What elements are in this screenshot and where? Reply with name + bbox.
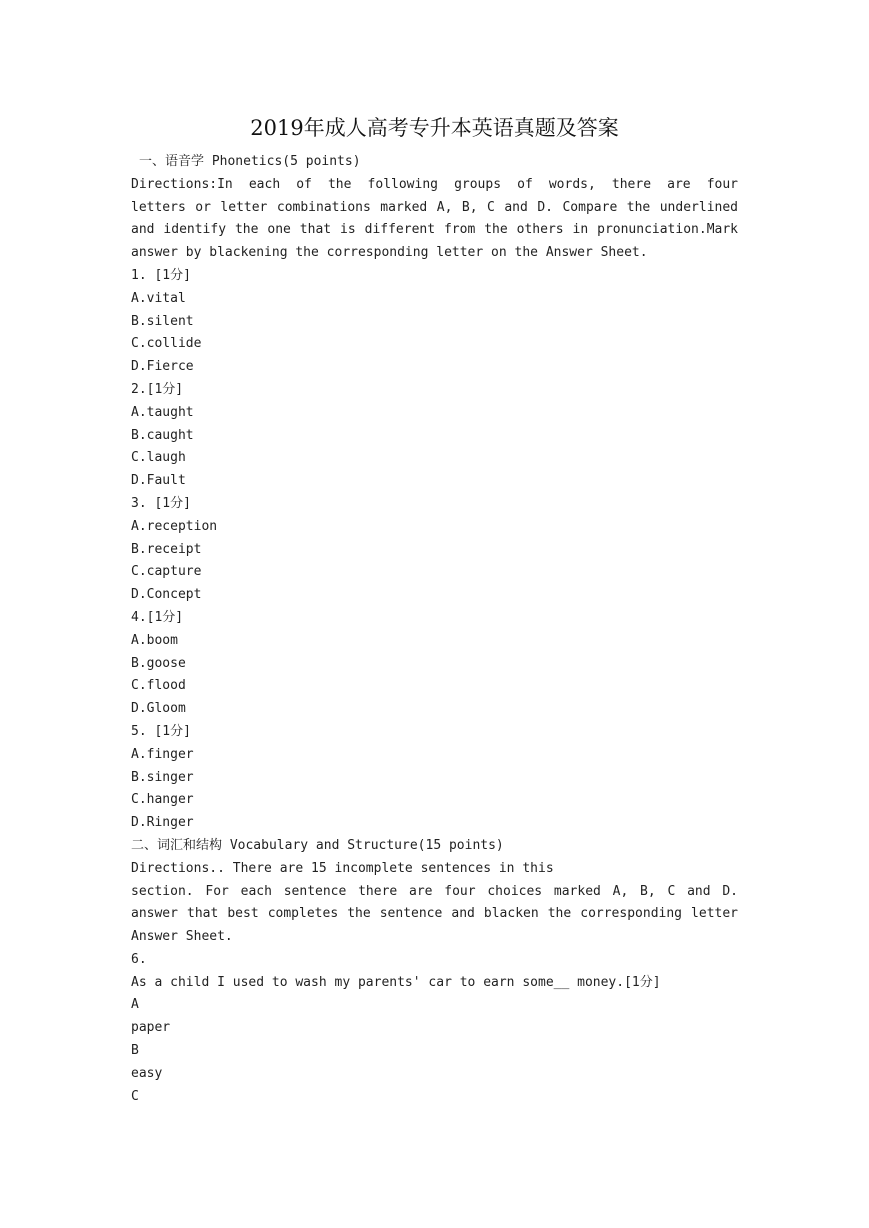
question-label: 4.[1分]: [131, 609, 184, 625]
answer-option-letter: B: [131, 1043, 139, 1059]
question-number: 6.: [131, 951, 147, 967]
answer-option: C.hanger: [131, 792, 194, 808]
answer-option: D.Fault: [131, 473, 186, 489]
answer-option: C.laugh: [131, 450, 186, 466]
directions-line: Directions:In each of the following groups of words, there are four: [131, 176, 738, 192]
answer-option: D.Concept: [131, 587, 202, 603]
directions-line: Directions.. There are 15 incomplete sentences in this: [131, 860, 554, 876]
answer-option-letter: C: [131, 1088, 139, 1104]
answer-option: B.goose: [131, 655, 186, 671]
section-heading: 二、词汇和结构 Vocabulary and Structure(15 points): [131, 837, 504, 853]
directions-line: letters or letter combinations marked A, B, C and D. Compare the underlined: [131, 199, 738, 215]
document-body: [131, 151, 738, 1108]
answer-option: A.vital: [131, 290, 186, 306]
question-stem: As a child I used to wash my parents' car to earn some__ money.[1分]: [131, 974, 661, 990]
answer-option-letter: A: [131, 997, 139, 1013]
directions-line: section. For each sentence there are four choices marked A, B, C and D.: [131, 883, 738, 899]
answer-option: A.reception: [131, 518, 218, 534]
directions-line: Answer Sheet.: [131, 929, 233, 945]
question-label: 2.[1分]: [131, 381, 184, 397]
question-label: 3. [1分]: [131, 495, 191, 511]
answer-option-text: easy: [131, 1065, 163, 1081]
question-label: 5. [1分]: [131, 723, 191, 739]
answer-option: D.Gloom: [131, 701, 186, 717]
question-label: 1. [1分]: [131, 267, 191, 283]
answer-option-text: paper: [131, 1020, 171, 1036]
answer-option: C.flood: [131, 678, 186, 694]
directions-line: answer by blackening the corresponding letter on the Answer Sheet.: [131, 245, 648, 261]
section-heading: 一、语音学 Phonetics(5 points): [139, 154, 361, 169]
document-title: 2019年成人高考专升本英语真题及答案: [250, 116, 619, 140]
answer-option: C.capture: [131, 564, 202, 580]
answer-option: B.singer: [131, 769, 194, 785]
directions-line: and identify the one that is different from the others in pronunciation.Mark: [131, 222, 738, 238]
answer-option: B.receipt: [131, 541, 202, 557]
answer-option: D.Ringer: [131, 815, 194, 831]
answer-option: A.finger: [131, 746, 194, 762]
answer-option: D.Fierce: [131, 359, 194, 375]
answer-option: C.collide: [131, 336, 202, 352]
directions-line: answer that best completes the sentence and blacken the corresponding letter: [131, 906, 738, 922]
answer-option: A.boom: [131, 632, 178, 648]
answer-option: A.taught: [131, 404, 194, 420]
answer-option: B.silent: [131, 313, 194, 329]
answer-option: B.caught: [131, 427, 194, 443]
